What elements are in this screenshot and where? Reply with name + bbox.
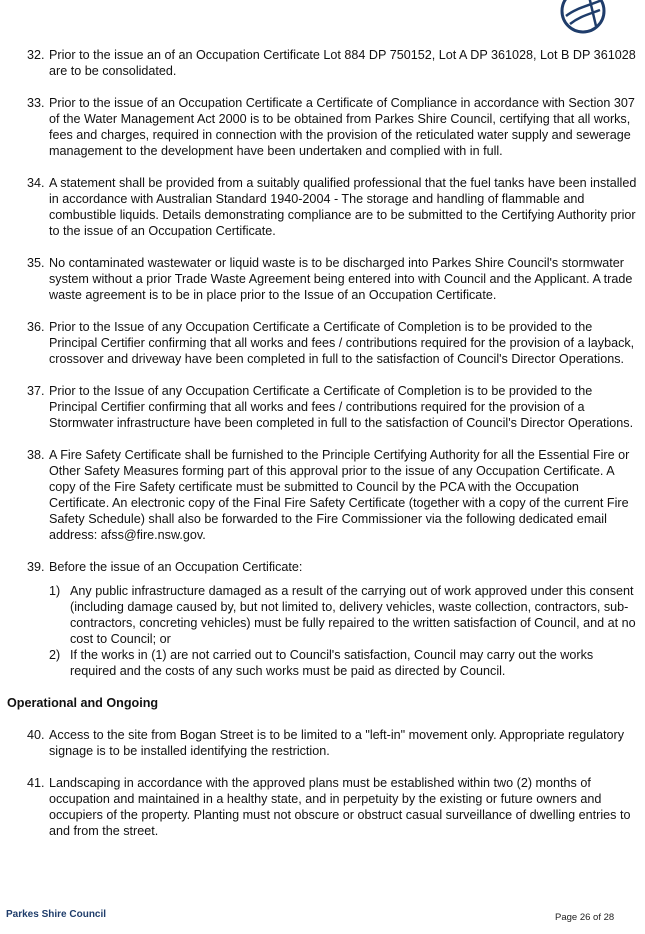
condition-number: 41. (27, 776, 45, 790)
condition-item-37 (0, 383, 645, 431)
condition-text: Landscaping in accordance with the approved plans must be established within two (2) months of occupation and maintained in a healthy state, and in perpetuity by the existing or future owners and occupiers of the property. Planting must not obscure or obstruct casual surveillance of dwelling entries to and from the street. (49, 776, 631, 838)
condition-number: 32. (27, 48, 45, 62)
condition-number: 37. (27, 384, 45, 398)
footer-page-number: Page 26 of 28 (555, 912, 615, 923)
sub-condition-list (0, 583, 645, 679)
condition-item-41 (0, 775, 645, 839)
condition-number: 38. (27, 448, 45, 462)
condition-item-40 (0, 727, 645, 759)
sub-condition-number: 1) (49, 584, 61, 598)
condition-item-34 (0, 175, 645, 239)
section-heading: Operational and Ongoing (7, 696, 159, 710)
condition-item-38 (0, 447, 645, 543)
condition-text: No contaminated wastewater or liquid waste is to be discharged into Parkes Shire Council's stormwater system without a prior Trade Waste Agreement being entered into with Council and the Applicant. A trade waste agreement is to be in place prior to the Issue of an Occupation Certificate. (49, 256, 633, 302)
condition-number: 35. (27, 256, 45, 270)
sub-condition-text: Any public infrastructure damaged as a result of the carrying out of work approved under this consent (including damage caused by, but not limited to, delivery vehicles, waste collection, contractors, sub-contractors, concreting vehicles) must be fully repaired to the written satisfaction of Council, and at no cost to Council; or (70, 584, 636, 646)
condition-number: 34. (27, 176, 45, 190)
condition-text: A Fire Safety Certificate shall be furnished to the Principle Certifying Authority for all the Essential Fire or Other Safety Measures forming part of this approval prior to the issue of any Occupation Certificate. A copy of the Fire Safety certificate must be submitted to Council by the PCA with the Occupation Certificate. An electronic copy of the Final Fire Safety Certificate (together with a copy of the current Fire Safety Schedule) shall also be forwarded to the Fire Commissioner via the following dedicated email address: afss@fire.nsw.gov. (49, 448, 630, 542)
sub-condition-item-2 (0, 647, 645, 679)
condition-item-33 (0, 95, 645, 159)
condition-text: Prior to the Issue of any Occupation Certificate a Certificate of Completion is to be provided to the Principal Certifier confirming that all works and fees / contributions required for the provision of a layback, crossover and driveway have been completed in full to the satisfaction of Council's Director Operations. (49, 320, 635, 366)
condition-item-35 (0, 255, 645, 303)
condition-item-32 (0, 47, 645, 79)
condition-text: Before the issue of an Occupation Certificate: (49, 560, 303, 574)
condition-text: Access to the site from Bogan Street is to be limited to a "left-in" movement only. Appropriate regulatory signage is to be installed identifying the restriction. (49, 728, 625, 758)
condition-text: Prior to the issue of an Occupation Certificate a Certificate of Compliance in accordance with Section 307 of the Water Management Act 2000 is to be obtained from Parkes Shire Council, certifying that all works, fees and charges, required in connection with the provision of the reticulated water supply and sewerage management to the development have been undertaken and complied with in full. (49, 96, 635, 158)
condition-number: 40. (27, 728, 45, 742)
sub-condition-item-1 (0, 583, 645, 647)
sub-condition-text: If the works in (1) are not carried out to Council's satisfaction, Council may carry out the works required and the costs of any such works must be paid as directed by Council. (70, 648, 594, 678)
condition-number: 39. (27, 560, 45, 574)
condition-text: Prior to the Issue of any Occupation Certificate a Certificate of Completion is to be provided to the Principal Certifier confirming that all works and fees / contributions required for the provision of a Stormwater infrastructure have been completed in full to the satisfaction of Council's Director Operations. (49, 384, 634, 430)
condition-number: 36. (27, 320, 45, 334)
condition-item-39 (0, 559, 645, 575)
condition-item-36 (0, 319, 645, 367)
condition-text: Prior to the issue an of an Occupation Certificate Lot 884 DP 750152, Lot A DP 361028, Lot B DP 361028 are to be consolidated. (49, 48, 636, 78)
condition-number: 33. (27, 96, 45, 110)
condition-text: A statement shall be provided from a suitably qualified professional that the fuel tanks have been installed in accordance with Australian Standard 1940-2004 - The storage and handling of flammable and combustible liquids. Details demonstrating compliance are to be submitted to the Certifying Authority prior to the issue of an Occupation Certificate. (49, 176, 637, 238)
sub-condition-number: 2) (49, 648, 61, 662)
council-logo-icon (558, 0, 608, 36)
conditions-content (0, 47, 645, 855)
footer-organization: Parkes Shire Council (6, 909, 107, 920)
